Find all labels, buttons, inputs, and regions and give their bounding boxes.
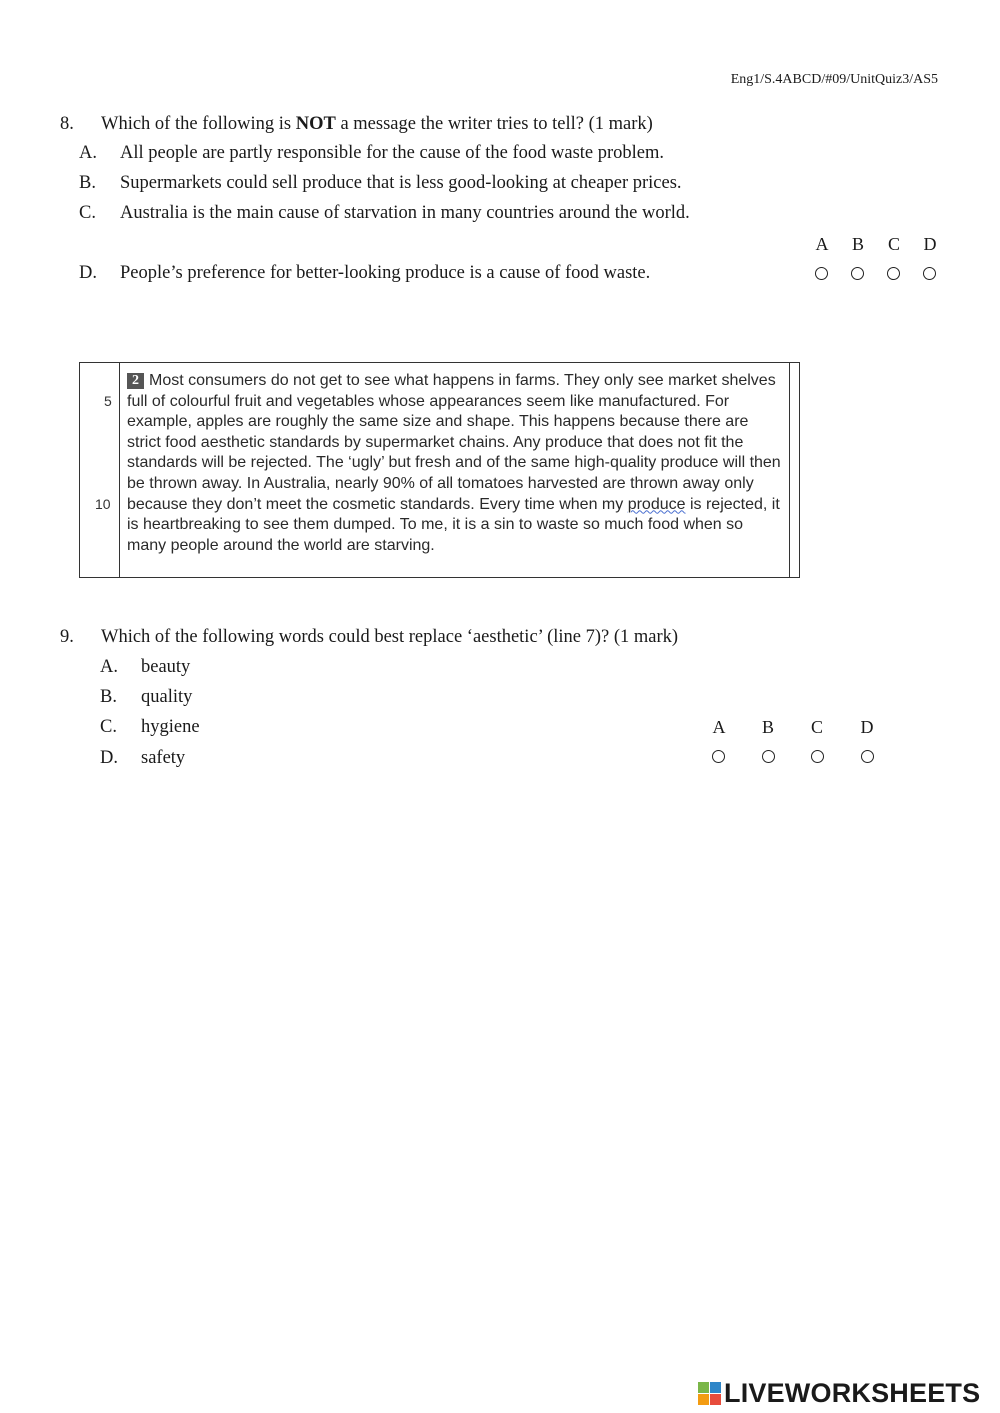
q8-radio-d[interactable] (923, 267, 936, 280)
question-8-stem (60, 113, 653, 135)
passage-text-part-1: Most consumers do not get to see what happens in farms. They only see market shelves full of colourful fruit and vegetables whose appearances seem like manufactured. For example, apples are roughly the same size and shape. This happens because there are strict food aesthetic standards by supermarket chains. Any produce that does not fit the standards will be rejected. The ‘ugly’ but fresh and of the same high-quality produce will then be thrown away. In Australia, nearly 90% of all tomatoes harvested are thrown away only because they don’t meet the cosmetic standards. Every time when my (127, 372, 781, 513)
brand-text: LIVEWORKSHEETS (724, 1377, 981, 1408)
q9-answer-label-d: D (860, 717, 874, 737)
q9-answer-label-a: A (712, 717, 726, 737)
q9-option-d-letter: D. (100, 748, 118, 768)
q8-answer-label-b: B (851, 234, 864, 254)
brand-squares-icon (698, 1382, 721, 1405)
q8-answer-label-a: A (815, 234, 829, 254)
q9-radio-c[interactable] (811, 750, 824, 763)
q9-answer-label-b: B (761, 717, 774, 737)
q9-answer-label-c: C (810, 717, 823, 737)
question-9-stem (60, 626, 678, 648)
passage-text-part-2: is rejected, it is heartbreaking to see them dumped. To me, it is a sin to waste so much food when so many people around the world are starving. (127, 495, 780, 554)
q9-radio-b[interactable] (762, 750, 775, 763)
brand-square-l (698, 1382, 709, 1393)
line-number-10: 10 (95, 496, 111, 512)
q9-option-a-letter: A. (100, 657, 118, 677)
q8-answer-label-c: C (887, 234, 900, 254)
q9-option-b-letter: B. (100, 687, 117, 707)
q8-radio-c[interactable] (887, 267, 900, 280)
brand-square-v (698, 1394, 709, 1405)
question-8-number: 8. (60, 114, 74, 134)
q9-option-c-letter: C. (100, 717, 117, 737)
passage-text (127, 371, 782, 556)
spellcheck-underlined-word: produce (627, 495, 686, 513)
q8-option-d-text: People’s preference for better-looking produce is a cause of food waste. (120, 263, 651, 283)
q8-option-a-letter: A. (79, 143, 97, 163)
q8-option-c-text: Australia is the main cause of starvation in many countries around the world. (120, 203, 690, 223)
liveworksheets-logo (698, 1378, 980, 1408)
question-8-text-a: Which of the following is (101, 114, 296, 134)
q8-option-c-letter: C. (79, 203, 96, 223)
q8-option-b-text: Supermarkets could sell produce that is less good-looking at cheaper prices. (120, 173, 682, 193)
q8-option-a-text: All people are partly responsible for the cause of the food waste problem. (120, 143, 665, 163)
question-8-emphasis: NOT (295, 114, 336, 134)
q9-radio-a[interactable] (712, 750, 725, 763)
q9-option-c-text: hygiene (141, 717, 200, 737)
q8-option-d-letter: D. (79, 263, 97, 283)
passage-box (79, 362, 800, 578)
question-9-number: 9. (60, 627, 74, 647)
question-9-text: Which of the following words could best replace ‘aesthetic’ (line 7)? (1 mark) (101, 627, 679, 647)
q8-answer-label-d: D (923, 234, 937, 254)
q9-option-d-text: safety (141, 748, 186, 768)
passage-right-border (789, 363, 790, 577)
brand-square-e (710, 1394, 721, 1405)
q9-option-a-text: beauty (141, 657, 191, 677)
paragraph-number-badge: 2 (127, 373, 144, 389)
q9-option-b-text: quality (141, 687, 193, 707)
document-code: Eng1/S.4ABCD/#09/UnitQuiz3/AS5 (730, 72, 938, 87)
line-number-divider (119, 363, 120, 577)
brand-square-i (710, 1382, 721, 1393)
q9-radio-d[interactable] (861, 750, 874, 763)
question-8-text-b: a message the writer tries to tell? (1 mark) (335, 114, 653, 134)
q8-radio-b[interactable] (851, 267, 864, 280)
q8-option-b-letter: B. (79, 173, 96, 193)
q8-radio-a[interactable] (815, 267, 828, 280)
line-number-5: 5 (104, 393, 112, 409)
